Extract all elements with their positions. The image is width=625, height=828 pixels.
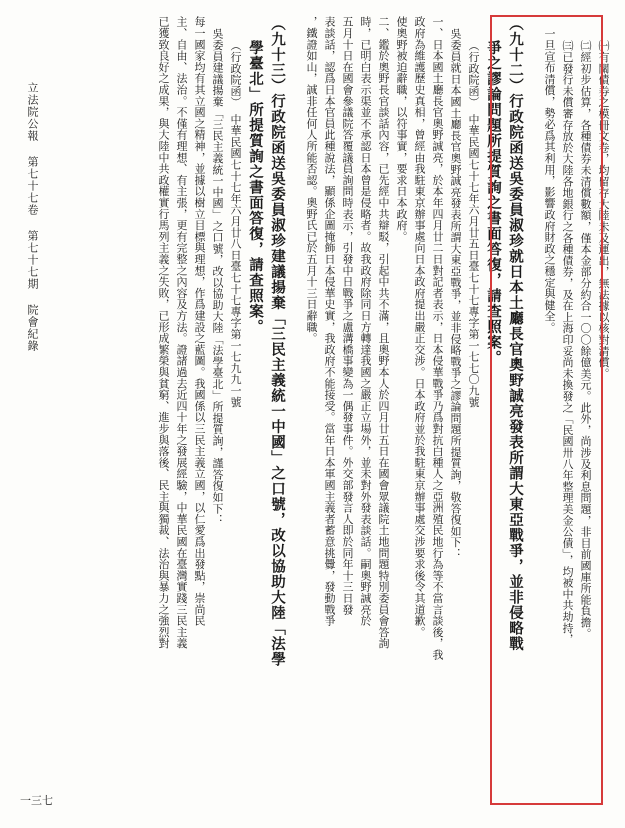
page-footer <box>24 82 40 758</box>
text-column: 已獲致良好之成果，與大陸中共政權實行馬列主義之失敗，已形成繁榮與貧窮、進步與落後、民主與獨裁、法治與暴力之強烈對 <box>157 16 170 649</box>
page-number: 一三七 <box>20 794 53 807</box>
column-spacer <box>288 16 302 811</box>
text-column: ㈠有關債券之模冊文卷，均留存大陸未及運出，無法據以核對清償。 <box>597 40 610 379</box>
text-column: ㈡經初步估算，各種債券未清償數額，僅本金部分約合一〇〇餘億美元。此外，尚涉及利息問題，非目前國庫所能負擔。 <box>579 40 592 639</box>
document-body <box>52 16 612 811</box>
text-column: 吳委員建議揚棄「三民主義統一中國」之口號，改以協助大陸「法學臺北」所提質詢，謹答復如下： <box>211 28 224 526</box>
text-column: （九十三）行政院函送吳委員淑珍建議揚棄「三民主義統一中國」之口號，改以協助大陸「法學 <box>269 16 286 667</box>
text-column: 使奧野被迫辭職，以符事實，要求日本政府。 <box>395 16 408 242</box>
section-label: 院會紀錄 <box>26 304 39 352</box>
text-column: 每一國家均有其立國之精神，並據以樹立目標與理想，作爲建設之藍圖。我國係以三民主義立國，以仁愛爲出發點，崇尚民 <box>193 16 206 627</box>
text-column: ㈢已發行未償審存放於大陸各地銀行之各種債券，及在上海印妥尚未換發之「民國卅八年整理美金公債」，均被中共劫持， <box>561 40 574 645</box>
text-column: 時，已明白表示渠並不承認日本曾是侵略者。故我政府除同日方轉達我國之嚴正立場外，並未對外發表談話。嗣奧野誠亮於 <box>359 16 372 627</box>
issue-label: 第七十七期 <box>26 230 39 290</box>
text-column: 政府為維護歷史真相，曾經由我駐東京辦事處向日本政府提出嚴正交涉。日本政府並於我駐東京辦事處交涉要求後令其道歉。 <box>413 16 426 638</box>
text-column: （行政院函） 中華民國七十七年六月廿八日臺七十七專字第一七九九一號 <box>229 40 242 408</box>
publication-name: 立法院公報 <box>26 82 39 142</box>
text-column: （九十二）行政院函送吳委員淑珍就日本土廳長官奧野誠亮發表所謂大東亞戰爭，並非侵略戰 <box>507 16 524 652</box>
text-column: 主、自由、法治。不僅有理想、有主張，更有完整之內容及方法。證諸過去近四十年之發展經驗，中華民國在臺灣實踐三民主義 <box>175 16 188 649</box>
text-column: 學臺北」所提質詢之書面答復，請查照案。 <box>247 40 264 335</box>
volume-label: 第七十七卷 <box>26 156 39 216</box>
text-column: 一旦宣布清償，勢必爲其利用，影響政府財政之穩定與健全。 <box>543 28 556 334</box>
text-column: 五月十日在國會參議院答覆議員詢問時表示，引發中日戰爭之盧溝橋事變為一偶發事件。外交部發言人即於同年十三日發 <box>341 16 354 615</box>
text-column: ，鐵證如山，誠非任何人所能否認。奧野氏已於五月十三日辭職。 <box>305 16 318 344</box>
text-column: 吳委員就日本國土廳長官奧野誠亮發表所謂大東亞戰爭，並非侵略戰爭之謬論問題所提質詢，敬答復如下： <box>449 28 462 560</box>
text-column: 爭之謬論問題所提質詢之書面答復，請查照案。 <box>485 40 502 366</box>
column-spacer <box>526 16 540 811</box>
text-column: 表談話，認爲日本官員此種說法，顯係企圖掩飾日本侵華史實，我政府不能接受。當年日本軍國主義者蓄意挑釁，發動戰爭 <box>323 16 336 627</box>
text-column: （行政院函） 中華民國七十七年六月廿五日臺七十七專字第一七七〇九號 <box>467 40 480 408</box>
text-column: 一、日本國土廳長官奧野誠亮，於本年四月廿二日對記者表示，日本侵華戰爭乃爲對抗白種人之亞洲殖民地行為等不當言談後，我 <box>431 16 444 661</box>
text-column: 二、鑑於奧野長官談話內容，已先經中共辯駁，引起中共不滿，且奧野本人於四月廿五日在國會眾議院土地問題特別委員會答詢 <box>377 16 390 649</box>
